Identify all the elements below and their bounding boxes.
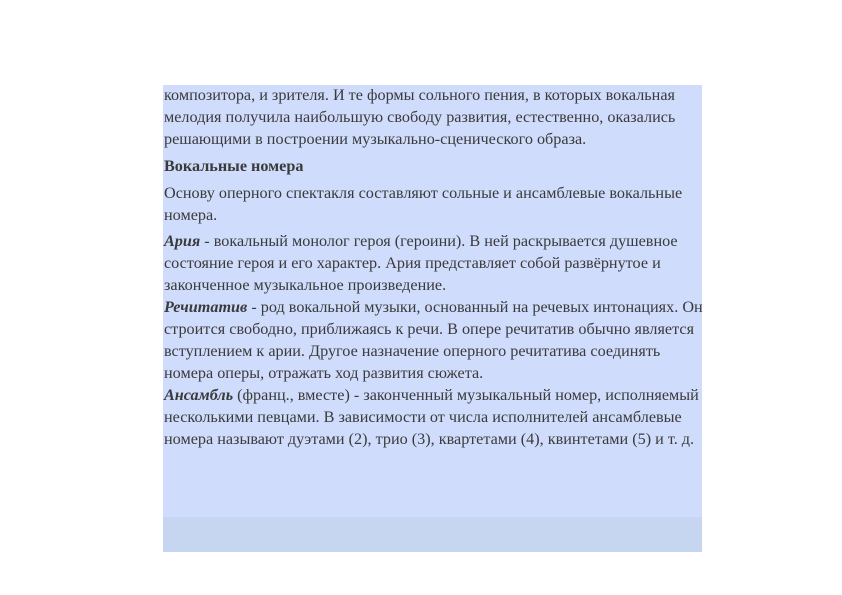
term-aria: Ария xyxy=(164,232,201,251)
document-content xyxy=(164,85,704,451)
intro-paragraph: композитора, и зрителя. И те формы сольного пения, в которых вокальная мелодия получила наибольшую свободу развития, естественно, оказались решающими в построении музыкально-сценического образа. xyxy=(164,86,676,148)
definition-recitative: - род вокальной музыки, основанный на речевых интонациях. Он строится свободно, приближаясь к речи. В опере речитатив обычно является вступлением к арии. Другое назначение оперного речитатива соединять номера оперы, отражать ход развития сюжета. xyxy=(164,298,703,382)
lead-paragraph: Основу оперного спектакля составляют сольные и ансамблевые вокальные номера. xyxy=(164,183,683,224)
entry-ensemble xyxy=(164,385,704,451)
entry-aria xyxy=(164,231,704,297)
text-panel xyxy=(163,85,702,552)
term-recitative: Речитатив xyxy=(164,298,248,317)
term-ensemble: Ансамбль xyxy=(164,385,234,404)
panel-footer-band xyxy=(163,517,702,552)
definition-ensemble: (франц., вместе) - законченный музыкальный номер, исполняемый несколькими певцами. В зависимости от числа исполнителей ансамблевые номера называют дуэтами (2), трио (3), квартетами (4), квинтетами (5) и т. д. xyxy=(164,385,699,448)
section-heading: Вокальные номера xyxy=(164,156,304,175)
entry-recitative xyxy=(164,297,704,385)
definition-aria: - вокальный монолог героя (героини). В ней раскрывается душевное состояние героя и его характер. Ария представляет собой развёрнутое и законченное музыкальное произведение. xyxy=(164,232,678,295)
